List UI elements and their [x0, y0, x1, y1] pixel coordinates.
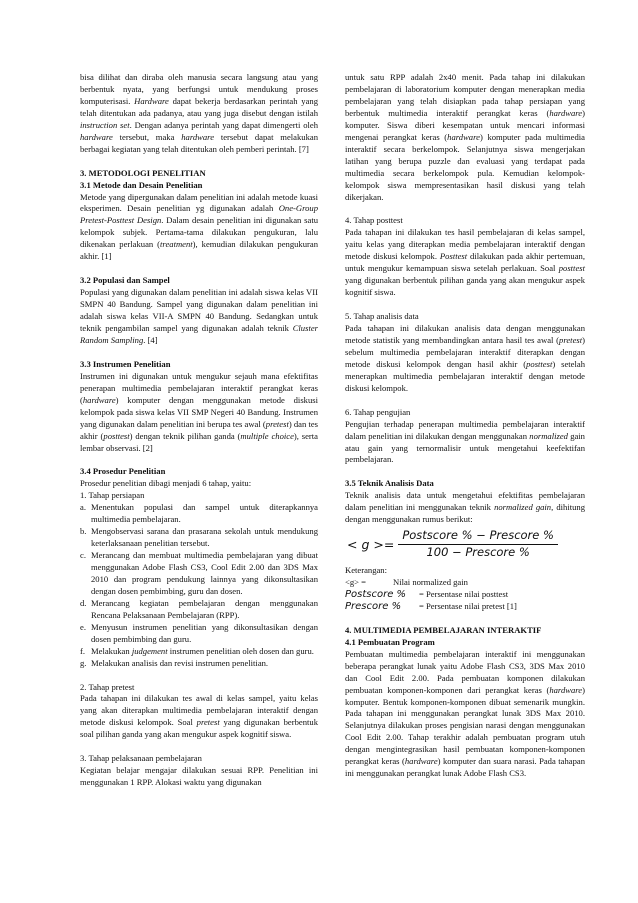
step-1-item — [80, 526, 318, 550]
subsection-3-4-heading: 3.4 Prosedur Penelitian — [80, 466, 166, 477]
italic-term: hardware — [549, 107, 583, 118]
subsection-3-5-heading: 3.5 Teknik Analisis Data — [345, 478, 434, 489]
subsection-3-5-text: Teknik analisis data untuk mengetahui efektifitas pembelajaran dalam penelitian ini menggunakan teknik normalized gain, dihitung dengan menggunakan rumus berikut: — [345, 490, 585, 525]
step-6-heading: 6. Tahap pengujian — [345, 406, 411, 417]
step-1-item-label: d. — [80, 597, 87, 608]
italic-term: instruction set — [80, 119, 130, 130]
formula-denominator: 100 − Prescore % — [426, 545, 530, 560]
step-1-item-label: c. — [80, 550, 86, 561]
italic-term: Posttest — [439, 251, 468, 262]
subsection-4-1-heading: 4.1 Pembuatan Program — [345, 636, 435, 647]
subsection-3-2-text: Populasi yang digunakan dalam penelitian ini adalah siswa kelas VII SMPN 40 Bandung. Sampel yang digunakan dalam penelitian ini adalah siswa kelas VII-A SMPN 40 Bandung. Sedangkan untuk teknik pengambilan sampel yang digunakan adalah teknik Cluster Random Sampling. [4] — [80, 287, 318, 345]
italic-term: posttest — [103, 430, 130, 441]
section-4-heading: 4. MULTIMEDIA PEMBELAJARAN INTERAKTIF — [345, 624, 542, 635]
italic-term: treatment — [160, 239, 193, 250]
italic-term: posttest — [526, 358, 553, 369]
step-1-item-text: Menyusun instrumen penelitian yang dikonsultasikan dengan dosen pembimbing dan guru. — [91, 621, 318, 644]
italic-term: pretest — [196, 717, 220, 728]
subsection-3-1-heading: 3.1 Metode dan Desain Penelitian — [80, 179, 203, 190]
step-4-text: Pada tahapan ini dilakukan tes hasil pembelajaran di kelas sampel, yaitu kelas yang diterapkan media pembelajaran interaktif dengan metode diskusi kelompok. Posttest dilakukan pada akhir pertemuan, untuk mengukur kemampuan siswa setelah perlakuan. Soal posttest yang digunakan berbentuk pilihan ganda yang akan mengukur aspek kognitif siswa. — [345, 227, 585, 298]
formula-numerator: Postscore % − Prescore % — [398, 530, 558, 545]
formula-lhs: < g >= — [347, 536, 395, 552]
step-1-item-text: Mengobservasi sarana dan prasarana sekolah untuk mendukung keterlaksanaan penelitian tersebut. — [91, 526, 318, 549]
legend-row-g — [345, 577, 585, 589]
normalized-gain-formula — [347, 530, 585, 559]
step-3-continued-text: untuk satu RPP adalah 2x40 menit. Pada tahap ini dilakukan pembelajaran di laboratorium komputer dengan menerapkan media pembelajaran yang telah disiapkan pada tahap persiapan yang berbentuk multimedia interaktif perangkat keras (hardware) komputer. Siswa diberi kesempatan untuk mencari informasi mengenai perangkat keras (hardware) komputer pada multimedia interaktif secara berkelompok. Selanjutnya siswa mengerjakan latihan yang berupa puzzle dan evaluasi yang terdapat pada multimedia secara berkelompok pula. Kemudian kelompok-kelompok siswa mempresentasikan hasil diskusi yang telah dikerjakan. — [345, 72, 585, 202]
step-5-heading: 5. Tahap analisis data — [345, 311, 419, 322]
italic-term: pretest — [559, 334, 583, 345]
step-1-item-label: b. — [80, 526, 87, 537]
legend-g-symbol: <g> = — [345, 577, 366, 588]
left-column — [80, 72, 318, 789]
step-1-item — [80, 550, 318, 598]
formula-fraction — [398, 530, 558, 559]
step-1-list — [80, 502, 318, 669]
step-1-item-text: Merancang kegiatan pembelajaran dengan menggunakan Rencana Pelaksanaan Pembelajaran (RPP). — [91, 597, 318, 620]
step-1-item-label: a. — [80, 502, 86, 513]
step-6-text: Pengujian terhadap penerapan multimedia pembelajaran interaktif dalam penelitian ini dilakukan dengan menggunakan normalized gain atau gain yang ternormalisir untuk mengetahui keefektifan pembelajaran. — [345, 418, 585, 465]
step-1-item-text: Melakukan judgement instrumen penelitian oleh dosen dan guru. — [91, 645, 314, 656]
step-2-heading: 2. Tahap pretest — [80, 681, 135, 692]
step-5-text: Pada tahapan ini dilakukan analisis data dengan menggunakan metode statistik yang membandingkan antara hasil tes awal (pretest) sebelum multimedia pembelajaran interaktif diterapkan dengan metode diskusi kelompok dengan hasil akhir (posttest) setelah menerapkan multimedia pembelajaran interaktif dengan metode diskusi kelompok. — [345, 322, 585, 393]
step-1-item — [80, 646, 318, 658]
legend-postscore-definition: = Persentase nilai posttest — [419, 588, 509, 599]
step-1-item-label: g. — [80, 657, 87, 668]
legend-row-prescore — [345, 601, 585, 613]
subsection-3-1-text: Metode yang dipergunakan dalam penelitian ini adalah metode kuasi eksperimen. Desain penelitian yg digunakan adalah One-Group Pretest-Posttest Design. Dalam desain penelitian ini digunakan satu kelompok subjek. Pertama-tama dilakukan pengukuran, lalu dikenakan perlakuan (treatment), kemudian dilakukan pengukuran akhir. [1] — [80, 191, 318, 262]
step-1-item — [80, 658, 318, 670]
italic-term: Cluster Random Sampling — [80, 322, 318, 345]
section-3-heading: 3. METODOLOGI PENELITIAN — [80, 167, 206, 178]
procedure-intro: Prosedur penelitian dibagi menjadi 6 tahap, yaitu: — [80, 478, 252, 489]
step-1-item — [80, 502, 318, 526]
legend-title: Keterangan: — [345, 565, 387, 576]
italic-term: One-Group Pretest-Posttest Design — [80, 203, 318, 226]
step-2-text: Pada tahapan ini dilakukan tes awal di kelas sampel, yaitu kelas yang akan diterapkan multimedia pembelajaran interaktif dengan metode diskusi kelompok. Soal pretest yang digunakan berbentuk soal pilihan ganda yang akan mengukur aspek kognitif siswa. — [80, 693, 318, 740]
step-1-item — [80, 622, 318, 646]
step-1-item-text: Melakukan analisis dan revisi instrumen penelitian. — [91, 657, 269, 668]
step-1-item-text: Menentukan populasi dan sampel untuk diterapkannya multimedia pembelajaran. — [91, 502, 318, 525]
italic-term: pretest — [265, 418, 289, 429]
legend-prescore-definition: = Persentase nilai pretest [1] — [419, 600, 517, 611]
step-1-item-label: e. — [80, 621, 86, 632]
step-4-heading: 4. Tahap posttest — [345, 215, 403, 226]
subsection-4-1-text: Pembuatan multimedia pembelajaran interaktif ini menggunakan beberapa perangkat lunak yaitu Adobe Flash CS3, 3DS Max 2010 dan Cool Edit 2.00. Pada pembuatan komponen dilakukan pembuatan komponen-komponen dari perangkat keras (hardware) komputer. Bentuk komponen-komponen dibuat semenarik mungkin. Pada tahapan ini menggunakan perangkat lunak 3DS Max 2010. Selanjutnya dilakukan proses pengisian narasi dengan menggunakan Cool Edit 2.00. Tahap terakhir adalah pembuatan program utuh dengan mengintegrasikan hasil pembuatan komponen-komponen perangkat keras (hardware) komputer dan suara narasi. Pada tahapan ini menggunakan perangkat lunak Adobe Flash CS3. — [345, 648, 586, 779]
italic-term: hardware — [80, 131, 113, 142]
italic-term: posttest — [558, 263, 585, 274]
italic-term: hardware — [181, 131, 215, 142]
italic-term: hardware — [447, 131, 480, 142]
step-1-item — [80, 598, 318, 622]
italic-term: multiple choice — [240, 430, 294, 441]
legend-postscore-symbol: Postscore % — [345, 588, 407, 600]
italic-term: normalized gain — [494, 502, 552, 513]
step-1-item-label: f. — [80, 645, 86, 656]
subsection-3-2-heading: 3.2 Populasi dan Sampel — [80, 275, 170, 286]
legend-prescore-symbol: Prescore % — [345, 600, 402, 612]
subsection-3-3-heading: 3.3 Instrumen Penelitian — [80, 358, 171, 369]
italic-term: Hardware — [134, 95, 169, 106]
step-1-heading: 1. Tahap persiapan — [80, 490, 145, 501]
step-3-text: Kegiatan belajar mengajar dilakukan sesuai RPP. Penelitian ini menggunakan 1 RPP. Alokasi waktu yang digunakan — [80, 765, 318, 788]
subsection-3-3-text: Instrumen ini digunakan untuk mengukur sejauh mana efektifitas penerapan multimedia pembelajaran interaktif perangkat keras (hardware) komputer dengan menggunakan metode diskusi kelompok pada siswa kelas VII SMP Negeri 40 Bandung. Instrumen yang digunakan dalam penelitian ini berupa tes awal (pretest) dan tes akhir (posttest) dengan teknik pilihan ganda (multiple choice), serta lembar observasi. [2] — [80, 370, 319, 453]
italic-term: normalized — [529, 430, 568, 441]
italic-term: judgement — [131, 645, 168, 656]
italic-term: hardware — [549, 684, 583, 695]
italic-term: hardware — [404, 756, 438, 767]
intro-paragraph: bisa dilihat dan diraba oleh manusia secara langsung atau yang berbentuk nyata, yang berfungsi untuk mendukung proses komputerisasi. Hardware dapat bekerja berdasarkan perintah yang telah ditentukan ada padanya, atau yang juga disebut dengan istilah instruction set. Dengan adanya perintah yang dapat dimengerti oleh hardware tersebut, maka hardware tersebut dapat melakukan berbagai kegiatan yang telah ditentukan oleh pemberi perintah. [7] — [80, 72, 318, 154]
right-column — [345, 72, 585, 780]
step-3-heading: 3. Tahap pelaksanaan pembelajaran — [80, 753, 202, 764]
italic-term: hardware — [82, 394, 116, 405]
legend-g-definition: Nilai normalized gain — [393, 577, 468, 588]
legend-row-postscore — [345, 589, 585, 601]
step-1-item-text: Merancang dan membuat multimedia pembelajaran yang dibuat menggunakan Adobe Flash CS3, Cool Edit 2.00 dan 3DS Max 2010 dan program pendukung lainnya yang dikonsultasikan dengan dosen pembimbing, guru dan dosen. — [91, 550, 318, 596]
